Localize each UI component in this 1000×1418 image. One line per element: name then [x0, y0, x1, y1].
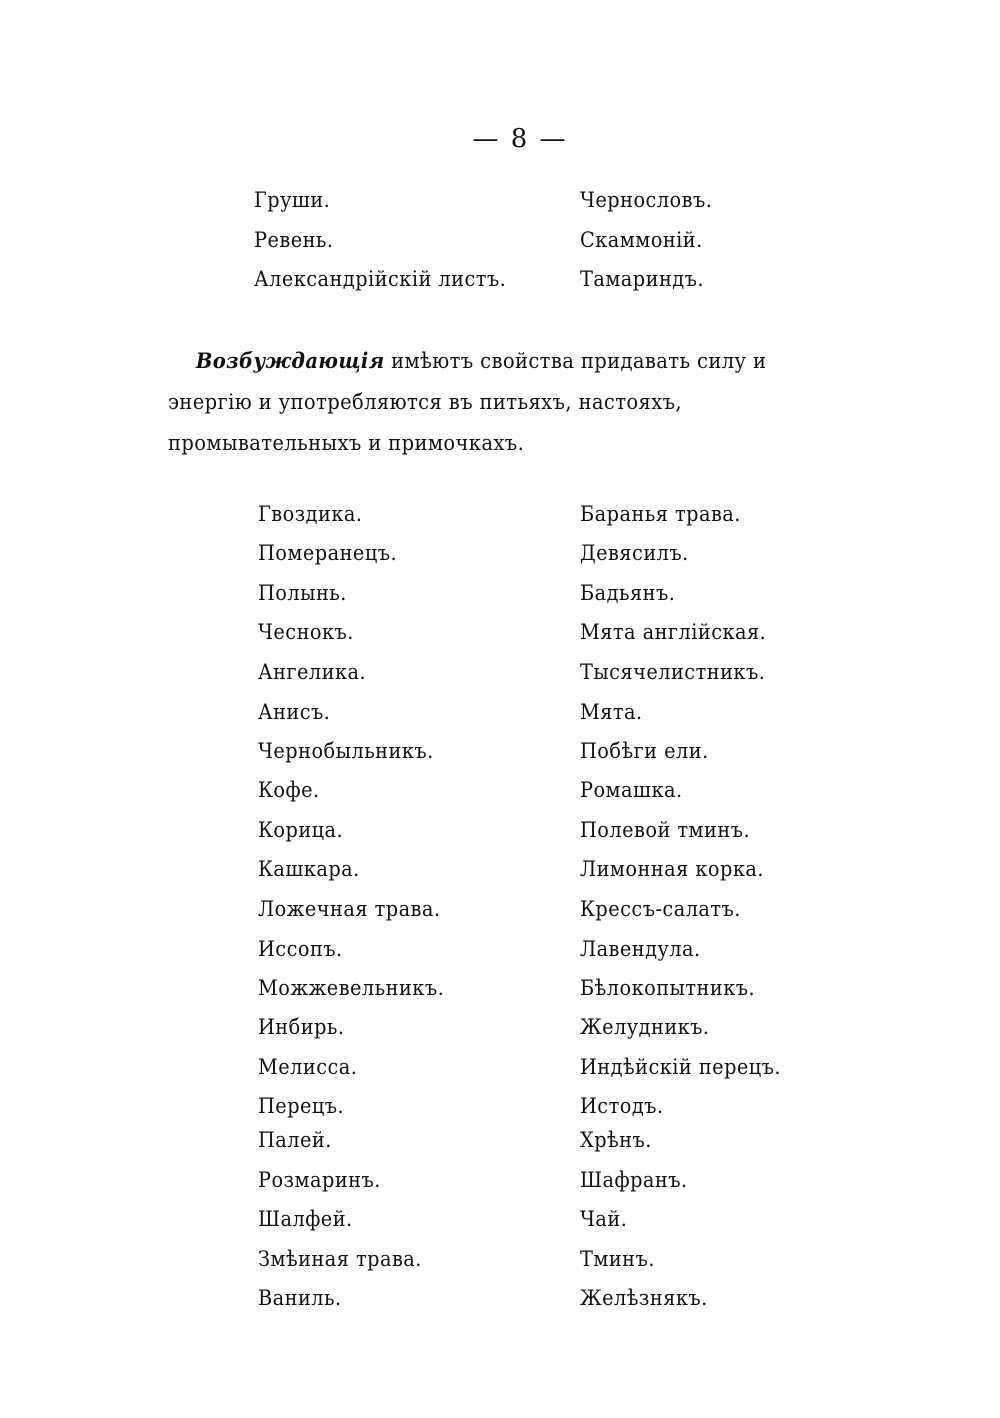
list-item: Полевой тминъ.	[580, 818, 751, 842]
list-item: Шафранъ.	[580, 1168, 688, 1192]
list-item: Розмаринъ.	[258, 1168, 381, 1192]
list-item: Полынь.	[258, 581, 347, 605]
paragraph-text: имѣютъ свойства придавать силу и энергiю и употребляются въ питьяхъ, настояхъ, промывательныхъ и примочкахъ.	[168, 349, 767, 455]
list-item: Иссопъ.	[258, 937, 343, 961]
list-item: Баранья трава.	[580, 502, 741, 526]
list-item: Кофе.	[258, 778, 320, 802]
list-item: Ложечная трава.	[258, 897, 441, 921]
list-item: Змѣиная трава.	[258, 1247, 422, 1271]
list-item: Мелисса.	[258, 1055, 358, 1079]
list-item: Померанецъ.	[258, 541, 398, 565]
list-item: Ваниль.	[258, 1286, 342, 1310]
list-item: Индѣйскiй перецъ.	[580, 1055, 782, 1079]
list-item: Скаммонiй.	[580, 228, 703, 252]
list-item: Александрiйскiй листъ.	[254, 267, 507, 291]
list-item: Можжевельникъ.	[258, 976, 445, 1000]
list-item: Груши.	[254, 188, 331, 212]
list-item: Тамариндъ.	[580, 267, 705, 291]
list-item: Ангелика.	[258, 660, 367, 684]
list-item: Чай.	[580, 1207, 628, 1231]
list-item: Лавендула.	[580, 937, 701, 961]
list-item: Гвоздика.	[258, 502, 363, 526]
list-item: Тысячелистникъ.	[580, 660, 766, 684]
list-item: Желѣзнякъ.	[580, 1286, 708, 1310]
list-item: Ревень.	[254, 228, 334, 252]
list-item: Истодъ.	[580, 1094, 664, 1118]
list-item: Перецъ.	[258, 1094, 345, 1118]
list-item: Мята англiйская.	[580, 620, 767, 644]
list-item: Шалфей.	[258, 1207, 353, 1231]
list-item: Инбирь.	[258, 1015, 345, 1039]
list-item: Лимонная корка.	[580, 857, 764, 881]
list-item: Мята.	[580, 700, 643, 724]
list-item: Чернословъ.	[580, 188, 713, 212]
list-item: Тминъ.	[580, 1247, 655, 1271]
list-item: Чеснокъ.	[258, 620, 354, 644]
paragraph-lead: Возбуждающiя	[195, 348, 385, 373]
list-item: Бадьянъ.	[580, 581, 676, 605]
list-item: Бѣлокопытникъ.	[580, 976, 756, 1000]
page-number: — 8 —	[472, 124, 568, 154]
list-item: Желудникъ.	[580, 1015, 710, 1039]
list-item: Кашкара.	[258, 857, 360, 881]
list-item: Побѣги ели.	[580, 739, 709, 763]
list-item: Девясилъ.	[580, 541, 689, 565]
description-paragraph	[168, 340, 838, 464]
list-item: Корица.	[258, 818, 344, 842]
list-item: Анисъ.	[258, 700, 331, 724]
list-item: Крессъ-салатъ.	[580, 897, 741, 921]
list-item: Палей.	[258, 1128, 332, 1152]
list-item: Ромашка.	[580, 778, 683, 802]
list-item: Хрѣнъ.	[580, 1128, 652, 1152]
list-item: Чернобыльникъ.	[258, 739, 434, 763]
